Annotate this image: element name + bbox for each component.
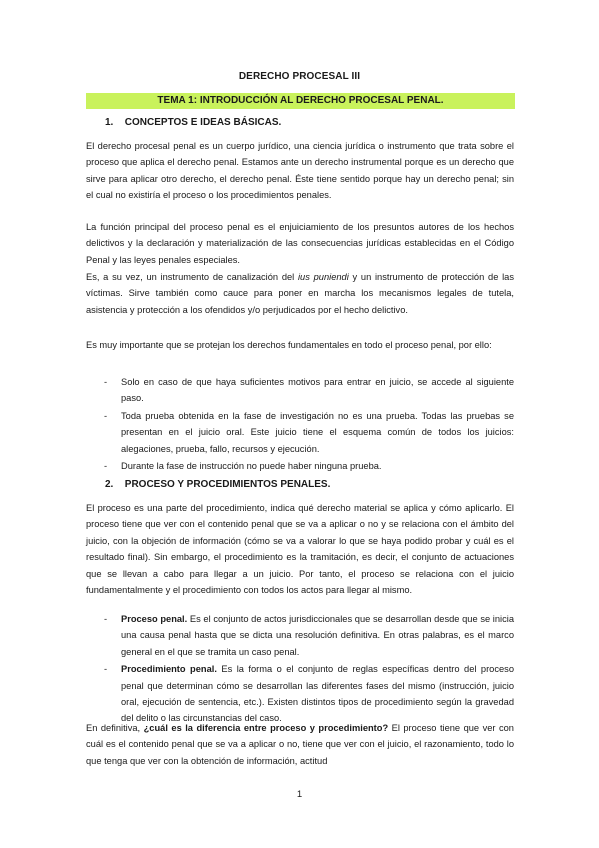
list-item — [86, 661, 514, 727]
section-2-heading — [105, 479, 330, 490]
rights-list — [86, 374, 514, 475]
paragraph-2: La función principal del proceso penal es el enjuiciamiento de los presuntos autores de los hechos delictivos y la declaración y materialización de las consecuencias jurídicas establecidas en el Código Penal y las leyes penales especiales. — [86, 222, 514, 265]
dash-bullet: - — [104, 614, 108, 624]
list-item — [86, 611, 514, 660]
paragraph-3-part-a: Es, a su vez, un instrumento de canalización del — [86, 272, 298, 282]
dash-bullet: - — [104, 410, 108, 421]
definitions-list — [86, 611, 514, 728]
ius-puniendi-term: ius puniendi — [297, 272, 349, 282]
paragraph-6 — [86, 720, 514, 769]
section-1-title: CONCEPTOS E IDEAS BÁSICAS. — [124, 117, 282, 128]
list-item — [86, 408, 514, 457]
section-2-number: 2. — [105, 479, 114, 490]
page-number: 1 — [296, 789, 303, 800]
definition-term: Proceso penal. — [121, 614, 188, 624]
list-item — [86, 458, 514, 474]
paragraph-6-part-b: El proceso tiene que ver con cuál es el contenido penal que se va a aplicar o no, tiene que ver con el juicio, el razonamiento, todo lo que tenga que ver con la obtención de información, actitud — [86, 723, 514, 766]
section-1-number: 1. — [105, 117, 114, 128]
definition-text: Es la forma o el conjunto de reglas específicas dentro del proceso penal que determinan cómo se desarrollan las diferentes fases del mismo (instrucción, juicio oral, ejecución de sentencia, etc.). Existen distintos tipos de procedimiento según la gravedad del delito o las circunstancias del caso. — [121, 664, 514, 724]
dash-bullet: - — [104, 377, 108, 387]
paragraph-1: El derecho procesal penal es un cuerpo jurídico, una ciencia jurídica o instrumento que trata sobre el proceso que aplica el derecho penal. Estamos ante un derecho instrumental porque es un derecho que sirve para aplicar otro derecho, el derecho penal. Éste tiene sentido porque hay un derecho penal; sin el cual no existiría el proceso o los procedimientos penales. — [86, 141, 514, 201]
list-item-text: Durante la fase de instrucción no puede haber ninguna prueba. — [121, 461, 382, 472]
paragraph-3-part-b: y un instrumento de protección de las víctimas. Sirve también como cauce para poner en marcha los mecanismos legales de tutela, asistencia y protección a los ofendidos y/o perjudicados por el hecho delictivo. — [86, 272, 514, 315]
list-item-text: Toda prueba obtenida en la fase de investigación no es una prueba. Todas las pruebas se presentan en el juicio oral. Este juicio tiene el esquema común de todos los juicios: alegaciones, prueba, fallo, recursos y ejecución. — [121, 410, 514, 454]
section-1-heading — [105, 117, 281, 128]
paragraph-6-part-a: En definitiva, — [86, 723, 144, 733]
topic-heading: TEMA 1: INTRODUCCIÓN AL DERECHO PROCESAL PENAL. — [86, 93, 515, 109]
definition-term: Procedimiento penal. — [121, 664, 217, 675]
dash-bullet: - — [104, 461, 108, 472]
paragraph-5: El proceso es una parte del procedimiento, indica qué derecho material se aplica y cómo aplicarlo. El proceso tiene que ver con el contenido penal que se va a aplicar o no y se relaciona con el ámbito del juicio, con la objeción de información (cómo se va a valorar lo que se haya podido probar y cuál es el resultado final). Sin embargo, el procedimiento es la tramitación, es decir, el conjunto de actuaciones que se llevan a cabo para llegar a un juicio. Por tanto, el proceso se relaciona con el juicio fundamentalmente y el procedimiento con todos los actos para llegar al mismo. — [86, 503, 514, 596]
list-item-text: Solo en caso de que haya suficientes motivos para entrar en juicio, se accede al siguiente paso. — [121, 377, 514, 404]
paragraph-3 — [86, 269, 514, 318]
definition-text: Es el conjunto de actos jurisdiccionales que se desarrollan desde que se inicia una causa penal hasta que se dicta una resolución definitiva. En otras palabras, es el marco general en el que se tramita un caso penal. — [121, 614, 514, 657]
key-question: ¿cuál es la diferencia entre proceso y procedimiento? — [143, 723, 389, 733]
paragraph-4: Es muy importante que se protejan los derechos fundamentales en todo el proceso penal, por ello: — [86, 340, 492, 350]
dash-bullet: - — [104, 664, 108, 675]
section-2-title: PROCESO Y PROCEDIMIENTOS PENALES. — [124, 479, 331, 490]
document-title: DERECHO PROCESAL III — [238, 71, 361, 82]
list-item — [86, 374, 514, 407]
